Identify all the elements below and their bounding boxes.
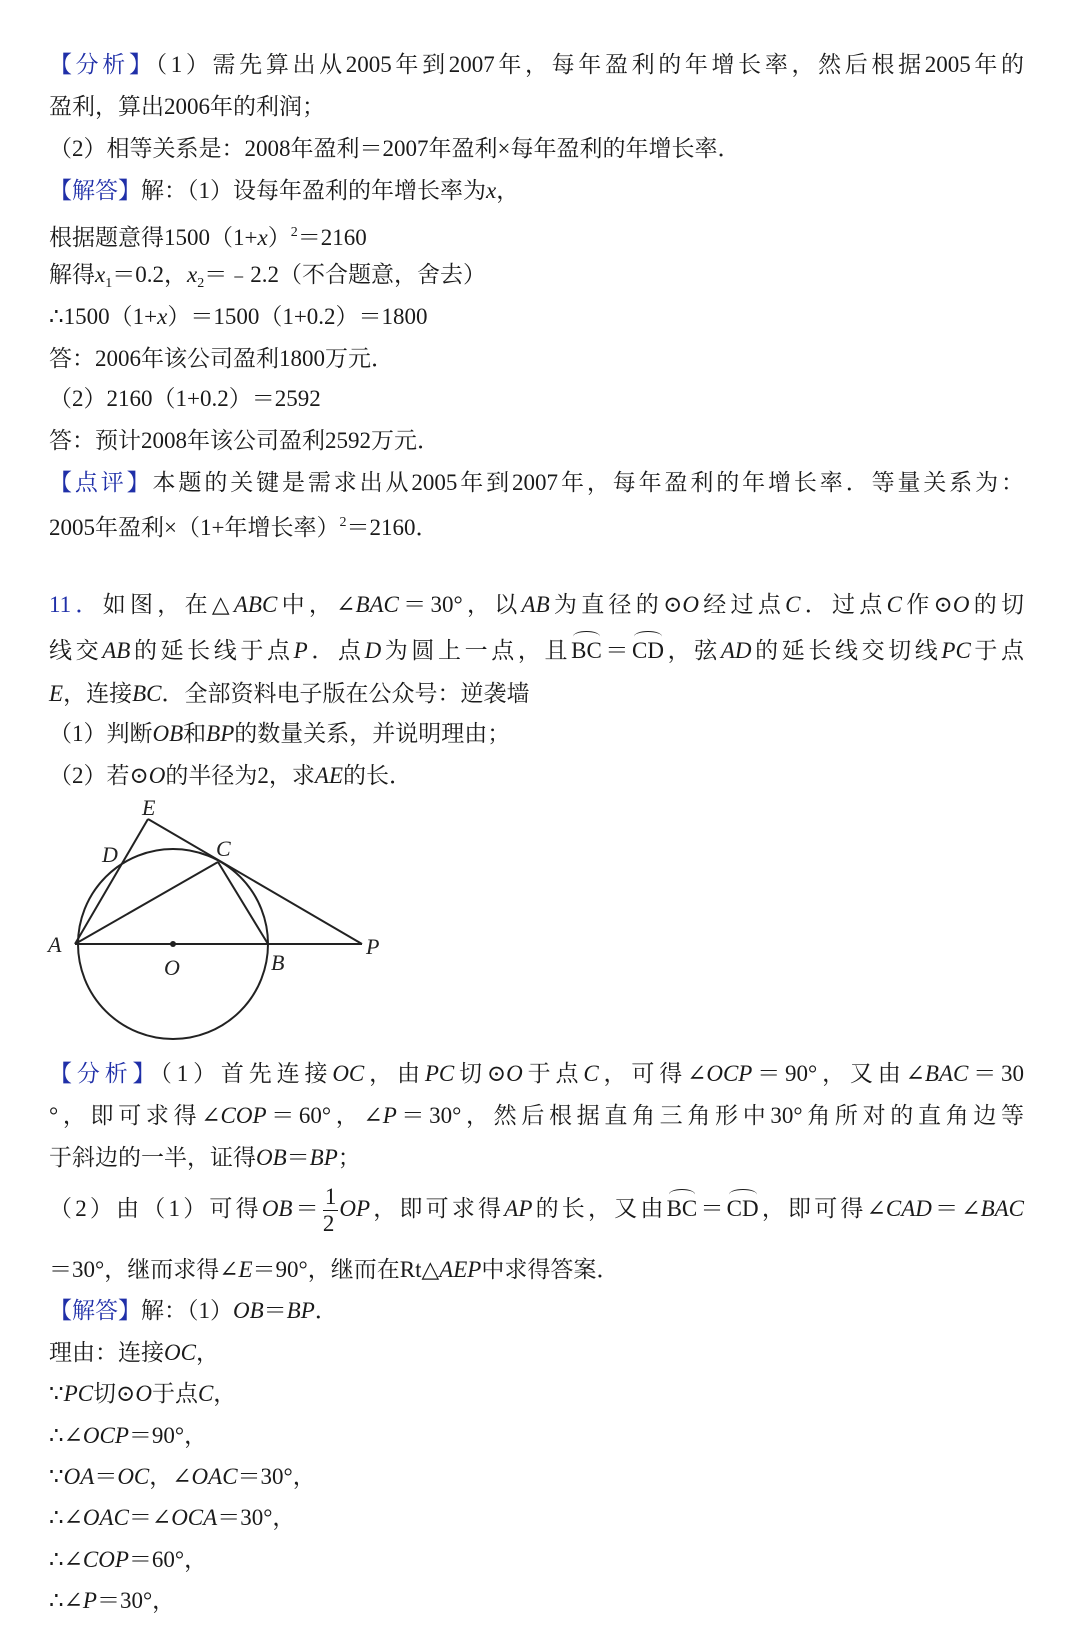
math-variable: AP [504,1196,533,1221]
math-variable: P [382,1103,397,1128]
text: ＝0.2， [112,262,187,287]
subscript: 2 [197,276,205,291]
text: ＝ [292,1196,322,1221]
label-d: D [102,842,118,867]
text: ＝∠ [128,1505,172,1530]
math-variable: OCP [82,1423,129,1448]
text: （2）相等关系是：2008年盈利＝2007年盈利×每年盈利的年增长率． [49,136,741,161]
math-variable: D [364,638,382,663]
math-variable: OAC [82,1505,129,1530]
text: （1）需先算出从2005年到2007年，每年盈利的年增长率，然后根据2005年的 [155,52,1025,77]
text: 理由：连接 [49,1340,164,1365]
text: 切⊙ [454,1061,507,1086]
text: 的长． [343,763,413,788]
text: ，可得∠ [598,1061,707,1086]
text: 作⊙ [901,592,953,617]
text: ＝∠ [931,1196,981,1221]
text: °，即可求得∠ [49,1103,221,1128]
section-label: 【点评】 [49,470,153,495]
text: 的切 [969,592,1025,617]
text: 如图，在△ [102,592,234,617]
text: 解：（1）设每年盈利的年增长率为 [141,178,486,203]
superscript: 2 [339,515,347,530]
math-variable: OCA [171,1505,218,1530]
text: ＝ [601,638,633,663]
math-variable: O [682,592,699,617]
text: ＝2160． [346,515,439,540]
text: ， [496,178,520,203]
text: ． [314,1298,338,1323]
arc-notation: CD [632,638,664,663]
fraction-denominator: 2 [322,1211,335,1237]
text: （2）2160（1+0.2）＝2592 [49,386,321,411]
section-label: 11． [49,592,103,617]
text: ＝60°，∠ [266,1103,383,1128]
text: 2005年盈利×（1+年增长率） [49,515,340,540]
text: ，连接 [63,681,133,706]
text: ＝30°， [217,1505,296,1530]
math-variable: COP [220,1103,267,1128]
math-variable: O [135,1381,152,1406]
section-label: 【解答】 [49,178,141,203]
text: 答：2006年该公司盈利1800万元． [49,346,394,371]
math-variable: x [486,178,497,203]
text: ＝30°， [96,1588,176,1613]
math-variable: C [785,592,801,617]
math-variable: x [95,262,106,287]
math-variable: O [148,763,166,788]
text: ＝ [263,1298,287,1323]
segment-ep [148,819,362,944]
text: 的半径为2，求 [165,763,315,788]
text: ，由 [364,1061,425,1086]
text: 于斜边的一半，证得 [49,1145,256,1170]
text: ） [267,225,291,250]
center-point-o [170,941,176,947]
math-variable: C [886,592,902,617]
text: 经过点 [698,592,786,617]
text: ＝60°， [128,1547,208,1572]
math-variable: BP [286,1298,315,1323]
text: ＝ [94,1464,118,1489]
math-variable: AD [720,638,752,663]
math-variable: OB [233,1298,264,1323]
label-p: P [366,934,380,959]
math-variable: PC [63,1381,94,1406]
math-variable: C [197,1381,214,1406]
label-o: O [164,955,180,980]
math-variable: x [186,262,198,287]
text: 为圆上一点，且 [381,638,572,663]
math-variable: PC [941,638,971,663]
math-variable: OB [261,1196,293,1221]
text: ＝2160 [297,225,367,250]
text: ）＝1500（1+0.2）＝1800 [167,304,428,329]
math-variable: BAC [980,1196,1025,1221]
math-variable: C [583,1061,599,1086]
text: （2）由（1）可得 [49,1196,262,1221]
text: 于点 [970,638,1025,663]
text: ＝90°，继而在Rt△ [252,1257,440,1282]
text: ＝30°，然后根据直角三角形中30°角所对的直角边等 [396,1103,1024,1128]
text: ＝ [286,1145,310,1170]
math-variable: CAD [885,1196,932,1221]
math-variable: O [952,592,970,617]
math-variable: P [293,638,308,663]
text: 切⊙ [93,1381,136,1406]
text: ．全部资料电子版在公众号：逆袭墙 [161,681,530,706]
text: 的数量关系，并说明理由； [234,721,511,746]
text: ．过点 [800,592,887,617]
text: 于点 [522,1061,584,1086]
arc-notation: BC [666,1196,698,1221]
text: ＝30°， [237,1464,316,1489]
text: 解：（1） [141,1298,233,1323]
math-variable: OC [332,1061,365,1086]
math-variable: E [49,681,64,706]
math-variable: AB [102,638,131,663]
text: ∴∠ [49,1505,83,1530]
math-variable: OCP [706,1061,753,1086]
text: ，∠ [149,1464,192,1489]
text: ＝90°，又由∠ [752,1061,925,1086]
label-e: E [142,795,156,820]
math-variable: OB [256,1145,287,1170]
math-variable: BP [309,1145,338,1170]
text: ．点 [307,638,365,663]
math-variable: P [82,1588,97,1613]
section-label: 【分析】 [49,52,156,77]
text: ∵ [49,1381,64,1406]
text: ＝﹣2.2（不合题意，舍去） [204,262,486,287]
label-b: B [271,950,285,975]
text: ∴∠ [49,1423,83,1448]
superscript: 2 [290,225,298,240]
math-variable: BP [206,721,235,746]
text: ＝30°，继而求得∠ [49,1257,239,1282]
text: 线交 [49,638,103,663]
math-variable: OB [152,721,184,746]
math-variable: OC [117,1464,150,1489]
text: 中，∠ [277,592,356,617]
math-variable: AE [314,763,344,788]
arc-notation: BC [571,638,602,663]
math-variable: OC [164,1340,196,1365]
text: （1）判断 [49,721,153,746]
text: ＝30 [968,1061,1025,1086]
text: 的延长线交切线 [751,638,942,663]
text: ∴1500（1+ [49,304,158,329]
math-variable: x [157,304,168,329]
subscript: 1 [105,276,113,291]
segment-ae [75,819,148,944]
text: ∵ [49,1464,64,1489]
text: （2）若⊙ [49,763,149,788]
text: ； [337,1145,361,1170]
label-c: C [216,836,231,861]
math-variable: AEP [439,1257,482,1282]
section-label: 【分析】 [49,1061,161,1086]
text: ＝ [697,1196,727,1221]
text: ＝90°， [128,1423,208,1448]
text: 为直径的⊙ [549,592,683,617]
math-variable: BAC [355,592,399,617]
text: 的延长线于点 [130,638,294,663]
text: 和 [183,721,207,746]
text: 中求得答案． [481,1257,620,1282]
text: ＝30°，以 [398,592,522,617]
label-a: A [48,932,62,957]
text: 答：预计2008年该公司盈利2592万元． [49,428,440,453]
text: 于点 [151,1381,198,1406]
text: ，弦 [663,638,721,663]
text: ，即可得∠ [758,1196,886,1221]
math-variable: AB [521,592,550,617]
math-variable: x [257,225,268,250]
segment-ac [75,862,218,944]
text: ∴∠ [49,1588,83,1613]
text: 本题的关键是需求出从2005年到2007年，每年盈利的年增长率．等量关系为： [152,470,1025,495]
math-variable: COP [82,1547,129,1572]
text: 解得 [49,262,95,287]
text: 盈利，算出2006年的利润； [49,94,325,119]
math-variable: O [506,1061,523,1086]
section-label: 【解答】 [49,1298,141,1323]
math-variable: BAC [924,1061,969,1086]
text: 根据题意得1500（1+ [49,225,258,250]
text: ，即可求得 [370,1196,505,1221]
text: ∴∠ [49,1547,83,1572]
arc-notation: CD [726,1196,759,1221]
text: ， [213,1381,237,1406]
math-variable: OP [339,1196,371,1221]
math-variable: PC [424,1061,455,1086]
math-variable: ABC [233,592,278,617]
text: 的长，又由 [532,1196,667,1221]
math-variable: BC [132,681,162,706]
text: （1）首先连接 [160,1061,333,1086]
text: ， [195,1340,219,1365]
math-variable: OA [63,1464,95,1489]
math-variable: OAC [191,1464,238,1489]
math-variable: E [238,1257,253,1282]
fraction-numerator: 1 [324,1184,337,1210]
